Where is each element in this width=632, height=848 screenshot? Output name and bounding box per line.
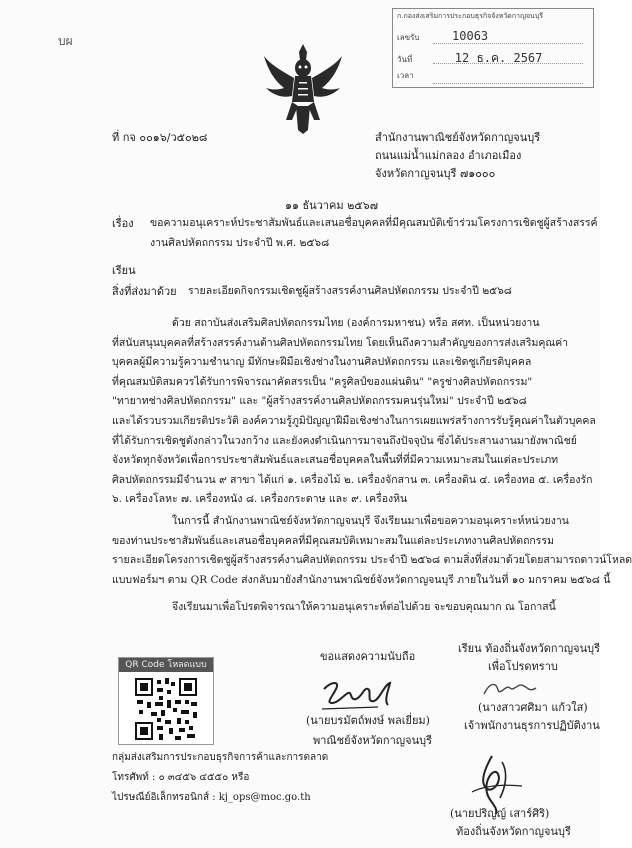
local-official-name: (นายปริญญ์ เสาร์ศิริ) [450, 807, 550, 820]
document-number: ที่ กจ ๐๐๑๖/ว๕๐๒๘ [112, 131, 208, 144]
receipt-date: 12 ธ.ค. 2567 [454, 51, 543, 65]
body1-line: ๖. เครื่องโลหะ ๗. เครื่องหนัง ๘. เครื่องกระดาษ และ ๙. เครื่องหิน [112, 493, 408, 506]
routing-note-recipient: เรียน ท้องถิ่นจังหวัดกาญจนบุรี [458, 642, 600, 655]
receipt-stamp-header: ก.กองส่งเสริมการประกอบธุรกิจจังหวัดกาญจนบุรี [397, 12, 544, 20]
receipt-number: 10063 [452, 29, 489, 43]
contact-phone: โทรศัพท์ : ๐ ๓๔๕๖ ๔๕๕๐ หรือ [112, 772, 250, 783]
signer-position: พาณิชย์จังหวัดกาญจนบุรี [313, 734, 432, 747]
body-paragraph-1 [112, 314, 596, 510]
sign-off: ขอแสดงความนับถือ [320, 650, 416, 663]
body1-line: ด้วย สถาบันส่งเสริมศิลปหัตถกรรมไทย (องค์การมหาชน) หรือ สศท. เป็นหน่วยงาน [172, 317, 540, 329]
sender-street: ถนนแม่น้ำแม่กลอง อำเภอเมือง [375, 149, 522, 162]
subject-label: เรื่อง [112, 217, 134, 230]
sender-office: สำนักงานพาณิชย์จังหวัดกาญจนบุรี [375, 131, 541, 144]
signature-staff [480, 678, 540, 700]
qr-code[interactable] [118, 657, 214, 745]
body1-line: ที่ได้รับการเชิดชูดังกล่าวในวงกว้าง และยังคงดำเนินการมาจนถึงปัจจุบัน ซึ่งได้ประสานงานมายังพาณิชย์ [112, 434, 577, 447]
contact-department: กลุ่มส่งเสริมการประกอบธุรกิจการค้าและการตลาด [112, 752, 329, 763]
body-paragraph-2 [112, 512, 632, 590]
body2-line: ในการนี้ สำนักงานพาณิชย์จังหวัดกาญจนบุรี จึงเรียนมาเพื่อขอความอนุเคราะห์หน่วยงาน [172, 515, 569, 527]
body1-line: ที่คุณสมบัติสมควรได้รับการพิจารณาคัดสรรเป็น "ครูศิลป์ของแผ่นดิน" "ครูช่างศิลปหัตถกรรม" [112, 375, 533, 388]
receipt-date-label: วันที่ [397, 55, 413, 64]
body1-line: "ทายาทช่างศิลปหัตถกรรม" และ "ผู้สร้างสรรค์งานศิลปหัตถกรรมคนรุ่นใหม่" ประจำปี ๒๕๖๘ [112, 395, 527, 408]
body1-line: ที่สนับสนุนบุคคลที่สร้างสรรค์งานด้านศิลปหัตถกรรมไทย โดยเห็นถึงความสำคัญของการส่งเสริมคุณค่า [112, 336, 569, 349]
closing-paragraph: จึงเรียนมาเพื่อโปรดพิจารณาให้ความอนุเคราะห์ต่อไปด้วย จะขอบคุณมาก ณ โอกาสนี้ [172, 601, 556, 613]
routing-note-staff-position: เจ้าพนักงานธุรการปฏิบัติงาน [464, 719, 600, 732]
local-official-position: ท้องถิ่นจังหวัดกาญจนบุรี [456, 825, 571, 838]
sender-province: จังหวัดกาญจนบุรี ๗๑๐๐๐ [375, 167, 496, 180]
body2-line: รายละเอียดโครงการเชิดชูผู้สร้างสรรค์งานศิลปหัตถกรรม ประจำปี ๒๕๖๘ ตามสิ่งที่ส่งมาด้วยโดยสามารถดาวน์โหลด [112, 554, 632, 567]
body1-line: จังหวัดทุกจังหวัดเพื่อการประชาสัมพันธ์และเสนอชื่อบุคคลในพื้นที่ที่มีความเหมาะสมในแต่ละประเภท [112, 454, 559, 467]
receipt-time-label: เวลา [397, 71, 414, 80]
document-date: ๑๑ ธันวาคม ๒๕๖๗ [285, 199, 378, 212]
qr-code-icon [133, 676, 199, 742]
receipt-number-label: เลขรับ [397, 33, 420, 42]
body1-line: ศิลปหัตถกรรมมีจำนวน ๙ สาขา ได้แก่ ๑. เครื่องไม้ ๒. เครื่องจักสาน ๓. เครื่องดิน ๔. เครื่องทอ ๕. เครื่องรัก [112, 473, 593, 486]
routing-note-purpose: เพื่อโปรดทราบ [488, 660, 558, 673]
salutation: เรียน [112, 264, 136, 277]
enclosure-label: สิ่งที่ส่งมาด้วย [112, 285, 177, 298]
signer-name: (นายบรมัตถ์พงษ์ พลเยี่ยม) [306, 714, 430, 727]
enclosure-text: รายละเอียดกิจกรรมเชิดชูผู้สร้างสรรค์งานศิลปหัตถกรรม ประจำปี ๒๕๖๘ [188, 285, 512, 297]
body1-line: และได้รวบรวมเกียรติประวัติ องค์ความรู้ภูมิปัญญาฝีมือเชิงช่างในการเผยแพร่สร้างการรับรู้คุณค่าในตัวบุคคล [112, 414, 596, 427]
body1-line: บุคคลผู้มีความรู้ความชำนาญ มีทักษะฝีมือเชิงช่างในงานศิลปหัตถกรรม และเชิดชูเกียรติบุคคล [112, 356, 532, 369]
corner-handwritten-mark: บผ [58, 34, 73, 48]
garuda-emblem [262, 40, 344, 136]
body2-line: ของท่านประชาสัมพันธ์และเสนอชื่อบุคคลที่มีคุณสมบัติเหมาะสมในแต่ละประเภทงานศิลปหัตถกรรม [112, 534, 554, 547]
subject-line-1: ขอความอนุเคราะห์ประชาสัมพันธ์และเสนอชื่อบุคคลที่มีคุณสมบัติเข้าร่วมโครงการเชิดชูผู้สร้างสรรค์ [150, 217, 598, 229]
receipt-stamp [392, 8, 594, 88]
subject-line-2: งานศิลปหัตถกรรม ประจำปี พ.ศ. ๒๕๖๘ [150, 237, 330, 249]
qr-code-label: QR Code โหลดแบบ [119, 658, 213, 672]
signature-provincial-commerce [318, 675, 398, 715]
routing-note-staff-name: (นางสาวศศิมา แก้วใส) [478, 701, 588, 714]
body2-line: แบบฟอร์มฯ ตาม QR Code ส่งกลับมายังสำนักงานพาณิชย์จังหวัดกาญจนบุรี ภายในวันที่ ๑๐ มกราคม ๒๕๖๘ นี้ [112, 573, 611, 586]
contact-email: ไปรษณีย์อิเล็กทรอนิกส์ : kj_ops@moc.go.th [112, 792, 311, 803]
